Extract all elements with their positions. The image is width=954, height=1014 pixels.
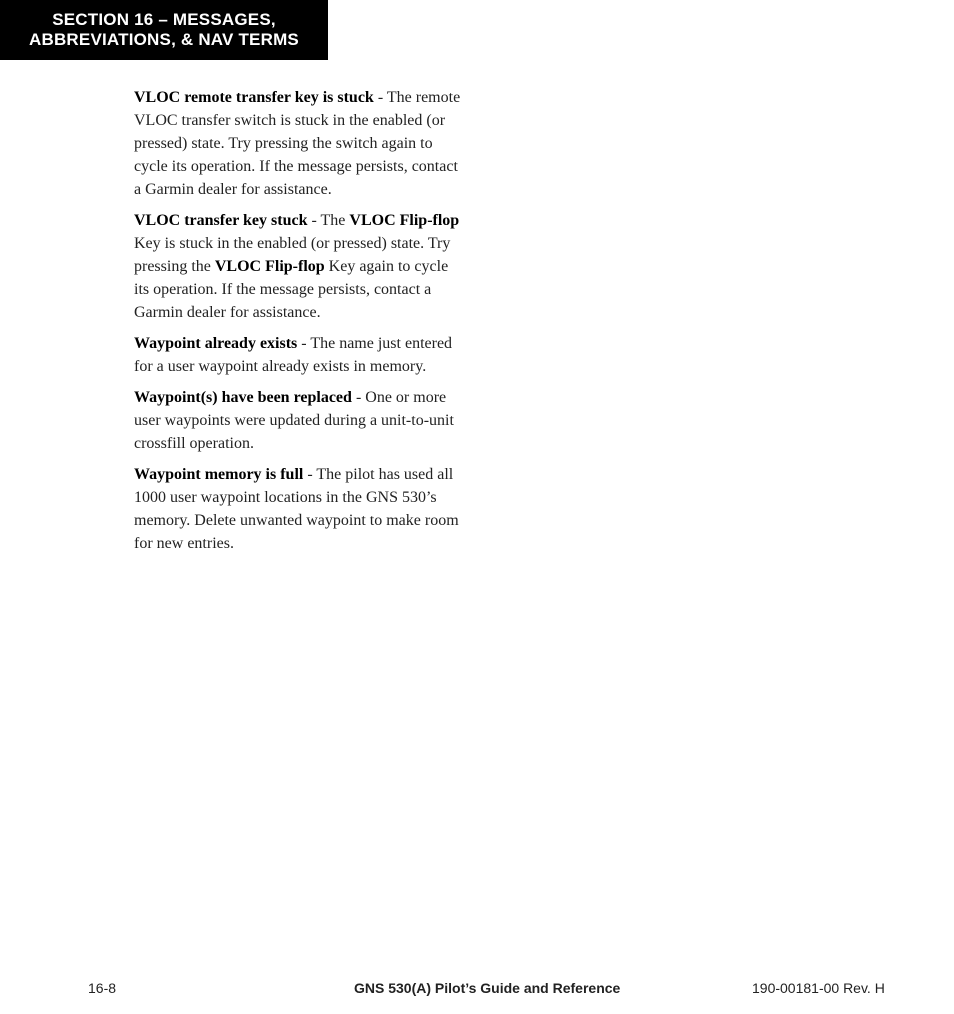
message-description: Key again to cycle its operation. If the message persists, contact a Garmin dealer for assistance. <box>134 258 449 321</box>
message-description: - The name just entered for a user waypoint already exists in memory. <box>134 335 453 375</box>
message-description: - The pilot has used all 1000 user waypoint locations in the GNS 530’s memory. Delete unwanted waypoint to make room for new entries. <box>134 466 459 552</box>
message-description: - One or more user waypoints were updated during a unit-to-unit crossfill operation. <box>134 389 454 452</box>
key-name: VLOC Flip-flop <box>214 258 325 275</box>
message-term: Waypoint(s) have been replaced <box>134 389 352 406</box>
message-description: Key is stuck in the enabled (or pressed) state. Try pressing the <box>134 235 451 275</box>
message-description: - The <box>307 212 350 229</box>
message-term: VLOC transfer key stuck <box>134 212 308 229</box>
message-list <box>134 86 462 563</box>
message-entry <box>134 386 462 455</box>
section-header-tab <box>0 0 328 60</box>
message-description: - The remote VLOC transfer switch is stuck in the enabled (or pressed) state. Try pressing the switch again to cycle its operation. If the message persists, contact a Garmin dealer for assistance. <box>134 89 461 198</box>
page-number: 16-8 <box>88 980 117 996</box>
message-entry <box>134 332 462 378</box>
message-entry <box>134 86 462 201</box>
message-entry <box>134 463 462 555</box>
message-term: VLOC remote transfer key is stuck <box>134 89 374 106</box>
document-number: 190-00181-00 Rev. H <box>752 980 885 996</box>
key-name: VLOC Flip-flop <box>349 212 460 229</box>
message-entry <box>134 209 462 324</box>
section-title-line-1: SECTION 16 – MESSAGES, <box>52 10 276 29</box>
section-title-line-2: ABBREVIATIONS, & NAV TERMS <box>29 30 299 49</box>
document-title: GNS 530(A) Pilot’s Guide and Reference <box>354 980 621 996</box>
message-term: Waypoint memory is full <box>134 466 304 483</box>
message-term: Waypoint already exists <box>134 335 298 352</box>
